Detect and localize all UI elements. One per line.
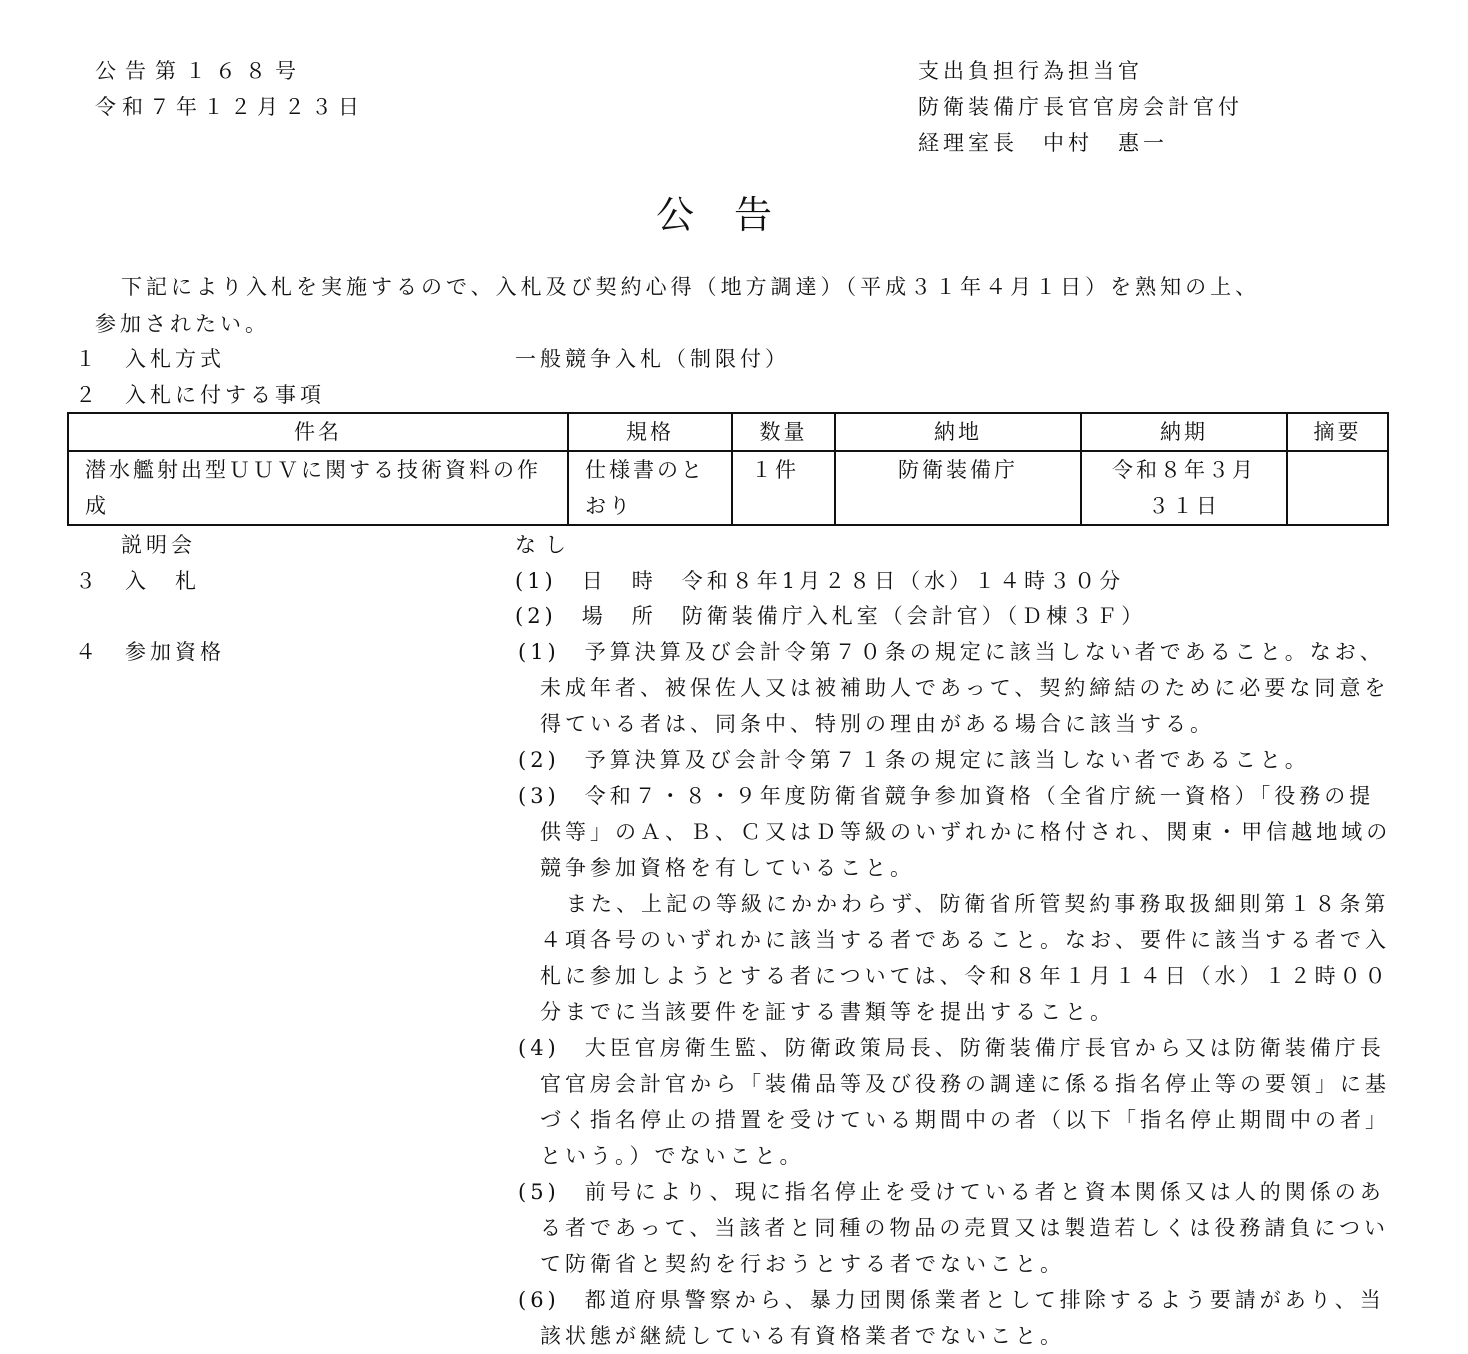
cell-spec: 仕様書のとおり bbox=[568, 451, 732, 525]
column-header: 件名 bbox=[68, 413, 568, 451]
cell-place: 防衛装備庁 bbox=[835, 451, 1081, 525]
page-title: 公告 bbox=[655, 193, 812, 237]
section3-label: ３ 入 札 bbox=[75, 569, 200, 593]
cell-item-name: 潜水艦射出型ＵＵＶに関する技術資料の作成 bbox=[68, 451, 568, 525]
intro-line-2: 参加されたい。 bbox=[95, 312, 270, 336]
column-header: 数量 bbox=[732, 413, 835, 451]
notice-number: 公告第１６８号 bbox=[95, 59, 305, 83]
column-header: 納期 bbox=[1081, 413, 1287, 451]
section3-place: (2) 場 所 防衛装備庁入札室（会計官）（Ｄ棟３Ｆ） bbox=[515, 604, 1147, 628]
briefing-label: 説明会 bbox=[121, 533, 196, 557]
qualification-item-2: (2) 予算決算及び会計令第７１条の規定に該当しない者であること。 bbox=[518, 748, 1310, 772]
table-header-row bbox=[68, 413, 1388, 451]
qualification-list bbox=[518, 634, 1393, 1354]
section1-value: 一般競争入札（制限付） bbox=[515, 347, 790, 371]
issuer-name: 経理室長 中村 惠一 bbox=[918, 131, 1168, 155]
qualification-item-4: (4) 大臣官房衛生監、防衛政策局長、防衛装備庁長官から又は防衛装備庁長官官房会計官から「装備品等及び役務の調達に係る指名停止等の要領」に基づく指名停止の措置を受けている期間中の者（以下「指名停止期間中の者」という。）でないこと。 bbox=[518, 1036, 1390, 1168]
cell-quantity: １件 bbox=[732, 451, 835, 525]
column-header: 摘要 bbox=[1287, 413, 1388, 451]
column-header: 納地 bbox=[835, 413, 1081, 451]
qualification-item-5: (5) 前号により、現に指名停止を受けている者と資本関係又は人的関係のある者であって、当該者と同種の物品の売買又は製造若しくは役務請負について防衛省と契約を行おうとする者でないこと。 bbox=[518, 1180, 1389, 1276]
issuer-title: 支出負担行為担当官 bbox=[918, 59, 1143, 83]
cell-remarks bbox=[1287, 451, 1388, 525]
section4-label: ４ 参加資格 bbox=[75, 640, 225, 664]
column-header: 規格 bbox=[568, 413, 732, 451]
items-table bbox=[67, 412, 1389, 526]
qualification-item-1: (1) 予算決算及び会計令第７０条の規定に該当しない者であること。なお、未成年者、被保佐人又は被補助人であって、契約締結のために必要な同意を得ている者は、同条中、特別の理由がある場合に該当する。 bbox=[518, 640, 1390, 736]
intro-line-1: 下記により入札を実施するので、入札及び契約心得（地方調達）（平成３１年４月１日）を熟知の上、 bbox=[121, 275, 1261, 299]
table-row bbox=[68, 451, 1388, 525]
briefing-value: なし bbox=[515, 533, 575, 557]
notice-date: 令和７年１２月２３日 bbox=[95, 95, 365, 119]
section1-label: １ 入札方式 bbox=[75, 347, 225, 371]
section2-label: ２ 入札に付する事項 bbox=[75, 383, 325, 407]
section3-datetime: (1) 日 時 令和８年1月２８日（水）１４時３０分 bbox=[515, 569, 1125, 593]
qualification-item-6: (6) 都道府県警察から、暴力団関係業者として排除するよう要請があり、当該状態が継続している有資格業者でないこと。 bbox=[518, 1288, 1385, 1348]
qualification-item-3-note: また、上記の等級にかかわらず、防衛省所管契約事務取扱細則第１８条第４項各号のいずれかに該当する者であること。なお、要件に該当する者で入札に参加しようとする者については、令和８年１月１４日（水）１２時００分までに当該要件を証する書類等を提出すること。 bbox=[540, 892, 1390, 1024]
issuer-office: 防衛装備庁長官官房会計官付 bbox=[918, 95, 1243, 119]
cell-delivery: 令和８年３月３１日 bbox=[1081, 451, 1287, 525]
qualification-item-3: (3) 令和７・８・９年度防衛省競争参加資格（全省庁統一資格）「役務の提供等」のＡ、Ｂ、Ｃ又はＤ等級のいずれかに格付され、関東・甲信越地域の競争参加資格を有していること。 bbox=[518, 784, 1392, 880]
